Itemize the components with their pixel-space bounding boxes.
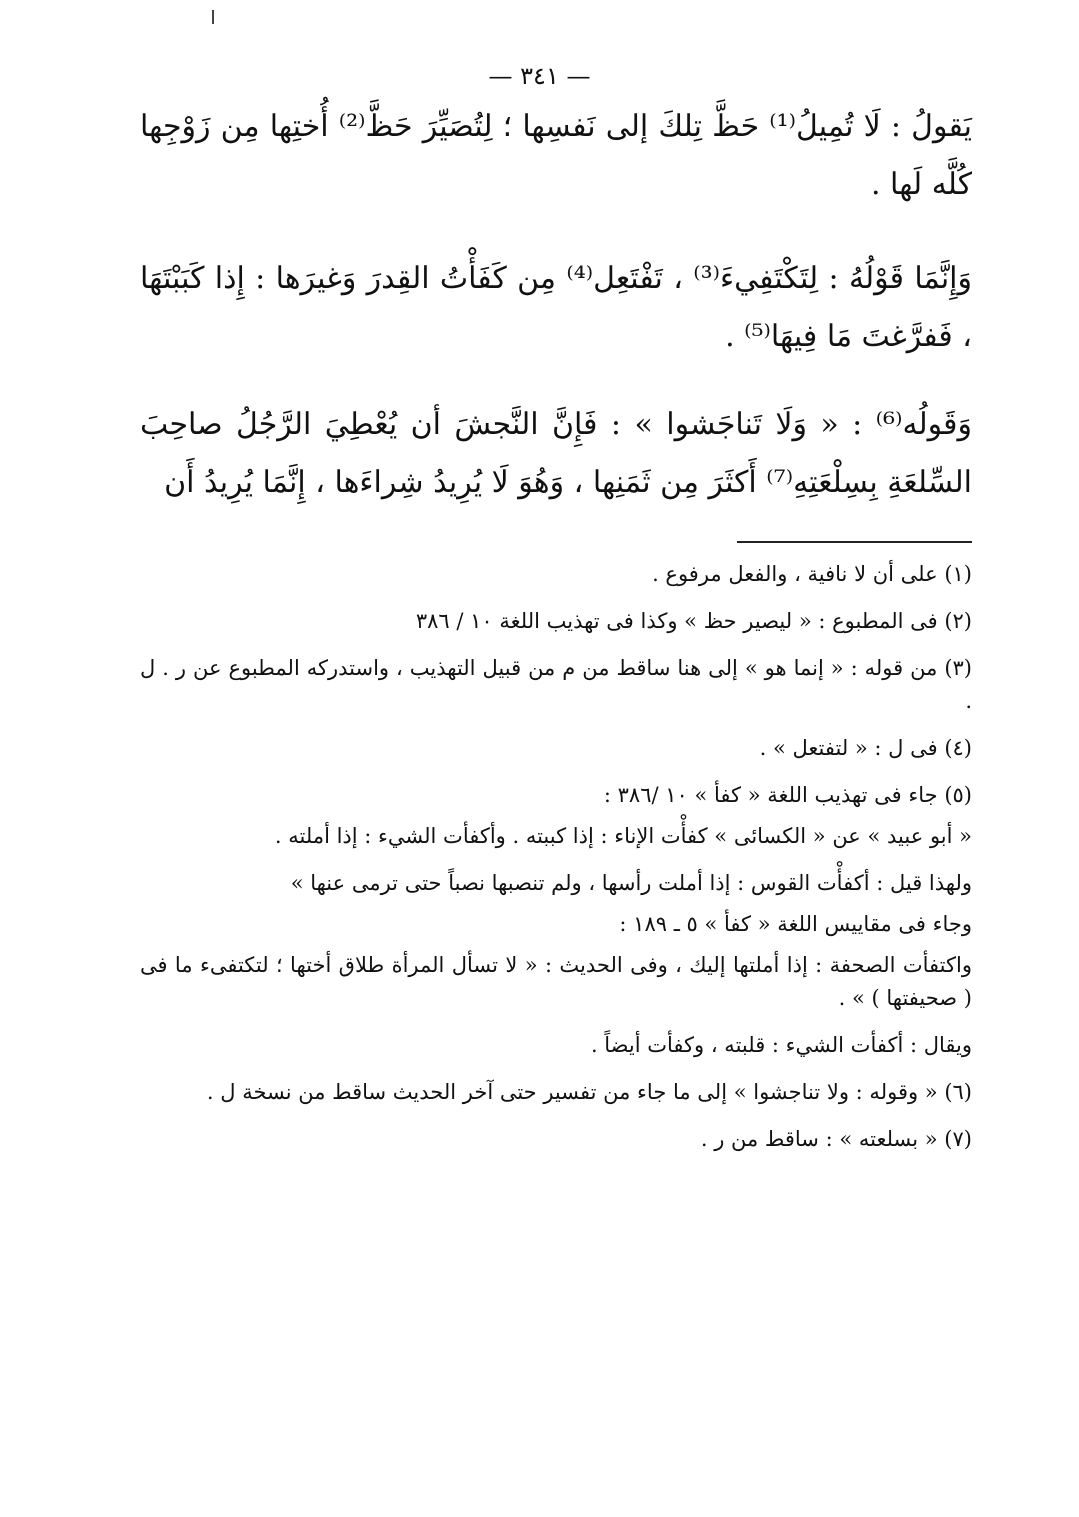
footnote-1: (١) على أن لا نافية ، والفعل مرفوع . xyxy=(652,562,972,586)
footnotes xyxy=(140,558,972,1170)
footnote-6: (٦) « وقوله : ولا تناجشوا » إلى ما جاء من تفسير حتى آخر الحديث ساقط من نسخة ل . xyxy=(206,1080,972,1104)
page-number: — ٣٤١ — xyxy=(488,62,591,90)
main-paragraph: وَإِنَّمَا قَوْلُهُ : لِتَكْتَفِيءَ⁽³⁾ ، تَفْتَعِل⁽⁴⁾ مِن كَفَأْتُ القِدرَ وَغيرَها : إِذا كَبَبْتَهَا ، فَفرَّغتَ مَا فِيهَا⁽⁵⁾ . xyxy=(140,261,973,354)
footnote-7: (٧) « بسلعته » : ساقط من ر . xyxy=(700,1127,972,1151)
main-text xyxy=(140,98,972,542)
main-paragraph: يَقولُ : لَا تُمِيلُ⁽¹⁾ حَظَّ تِلكَ إلى نَفسِها ؛ لِتُصَيِّرَ حَظَّ⁽²⁾ أُختِها مِن زَوْجِها كُلَّه لَها . xyxy=(140,109,972,202)
footnote-2: (٢) فى المطبوع : « ليصير حظ » وكذا فى تهذيب اللغة ١٠ / ٣٨٦ xyxy=(415,609,972,633)
footnote-5-quote-4: ويقال : أكفأت الشيء : قلبته ، وكفأت أيضاً . xyxy=(590,1033,972,1057)
footnote-5-quote-2: ولهذا قيل : أكفأْت القوس : إذا أملت رأسها ، ولم تنصبها نصباً حتى ترمى عنها » xyxy=(290,871,972,895)
footnote-5: (٥) جاء فى تهذيب اللغة « كفأ » ١٠ /٣٨٦ : xyxy=(603,783,972,807)
main-paragraph: وَقَولُه⁽⁶⁾ : « وَلَا تَناجَشوا » : فَإِنَّ النَّجشَ أن يُعْطِيَ الرَّجُلُ صاحِبَ السِّلعَةِ بِسِلْعَتِهِ⁽⁷⁾ أَكثَرَ مِن ثَمَنِها ، وَهُوَ لَا يُرِيدُ شِراءَها ، إِنَّمَا يُرِيدُ أَن xyxy=(140,407,972,500)
footnote-4: (٤) فى ل : « لتفتعل » . xyxy=(759,736,972,760)
footnote-5-quote-3: واكتفأت الصحفة : إذا أملتها إليك ، وفى الحديث : « لا تسأل المرأة طلاق أختها ؛ لتكتفىء ما فى ( صحيفتها ) » . xyxy=(140,953,972,1010)
footnote-5-source: وجاء فى مقاييس اللغة « كفأ » ٥ ـ ١٨٩ : xyxy=(619,912,972,936)
footnote-separator xyxy=(737,541,972,543)
footnote-3: (٣) من قوله : « إنما هو » إلى هنا ساقط من م من قبيل التهذيب ، واستدركه المطبوع عن ر . ل . xyxy=(140,656,972,713)
footnote-5-quote-1: « أبو عبيد » عن « الكسائى » كفأْت الإناء : إذا كببته . وأكفأت الشيء : إذا أملته . xyxy=(274,824,972,848)
scan-mark xyxy=(212,10,214,24)
